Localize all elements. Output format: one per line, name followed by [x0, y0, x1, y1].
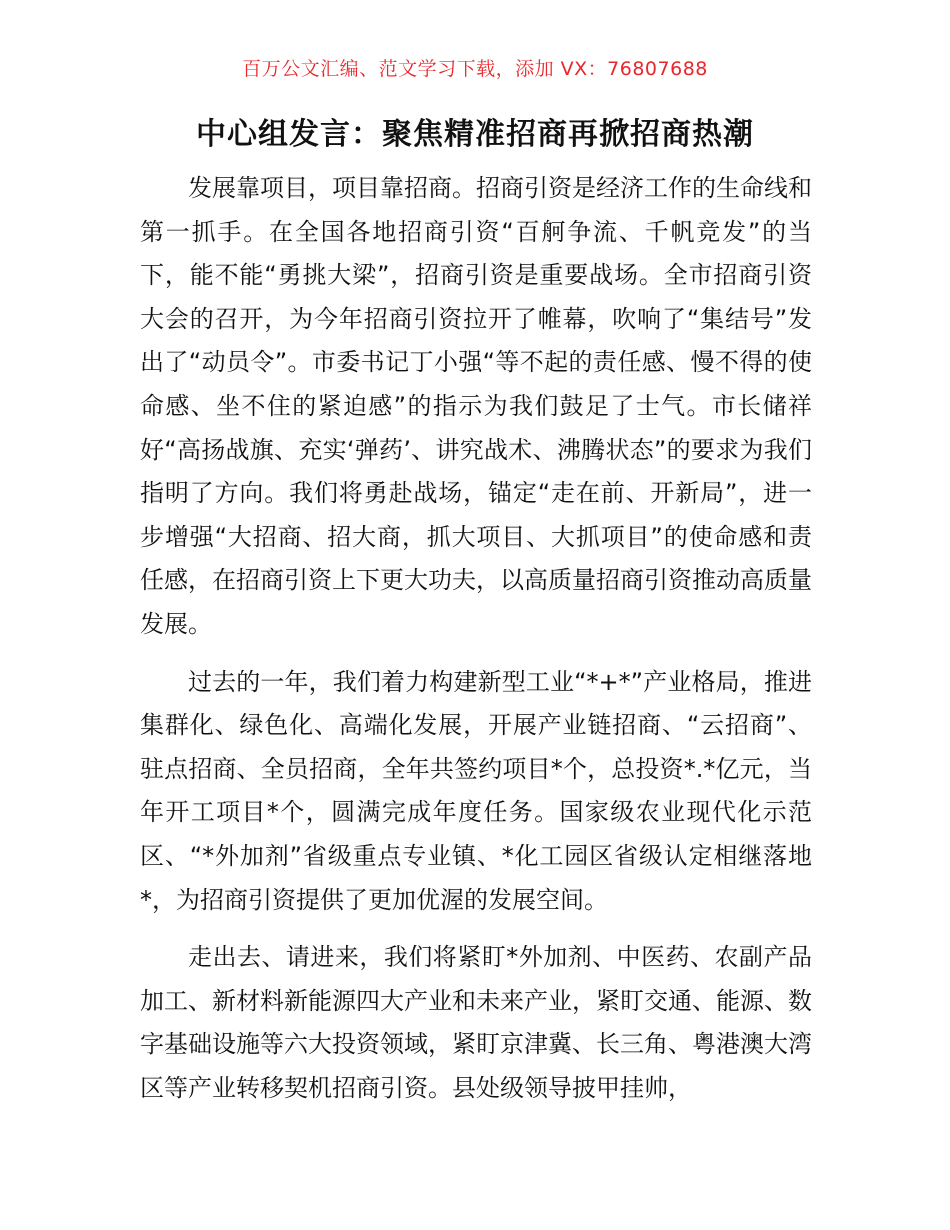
document-body: [140, 167, 812, 1124]
header-banner: 百万公文汇编、范文学习下载，添加 VX：76807688: [242, 58, 708, 80]
paragraph: 发展靠项目，项目靠招商。招商引资是经济工作的生命线和第一抓手。在全国各地招商引资“百舸争流、千帆竞发”的当下，能不能“勇挑大梁”，招商引资是重要战场。全市招商引资大会的召开，为今年招商引资拉开了帷幕，吹响了“集结号”发出了“动员令”。市委书记丁小强“等不起的责任感、慢不得的使命感、坐不住的紧迫感”的指示为我们鼓足了士气。市长储祥好“高扬战旗、充实‘弹药’、讲究战术、沸腾状态”的要求为我们指明了方向。我们将勇赴战场，锚定“走在前、开新局”，进一步增强“大招商、招大商，抓大项目、大抓项目”的使命感和责任感，在招商引资上下更大功夫，以高质量招商引资推动高质量发展。: [140, 174, 812, 638]
paragraph: 过去的一年，我们着力构建新型工业“*+*”产业格局，推进集群化、绿色化、高端化发展，开展产业链招商、“云招商”、驻点招商、全员招商，全年共签约项目*个，总投资*.*亿元，当年开工项目*个，圆满完成年度任务。国家级农业现代化示范区、“*外加剂”省级重点专业镇、*化工园区省级认定相继落地*，为招商引资提供了更加优渥的发展空间。: [140, 667, 812, 914]
paragraph: 走出去、请进来，我们将紧盯*外加剂、中医药、农副产品加工、新材料新能源四大产业和未来产业，紧盯交通、能源、数字基础设施等六大投资领域，紧盯京津冀、长三角、粤港澳大湾区等产业转移契机招商引资。县处级领导披甲挂帅，: [140, 943, 812, 1102]
document-title: 中心组发言：聚焦精准招商再掀招商热潮: [196, 117, 754, 152]
